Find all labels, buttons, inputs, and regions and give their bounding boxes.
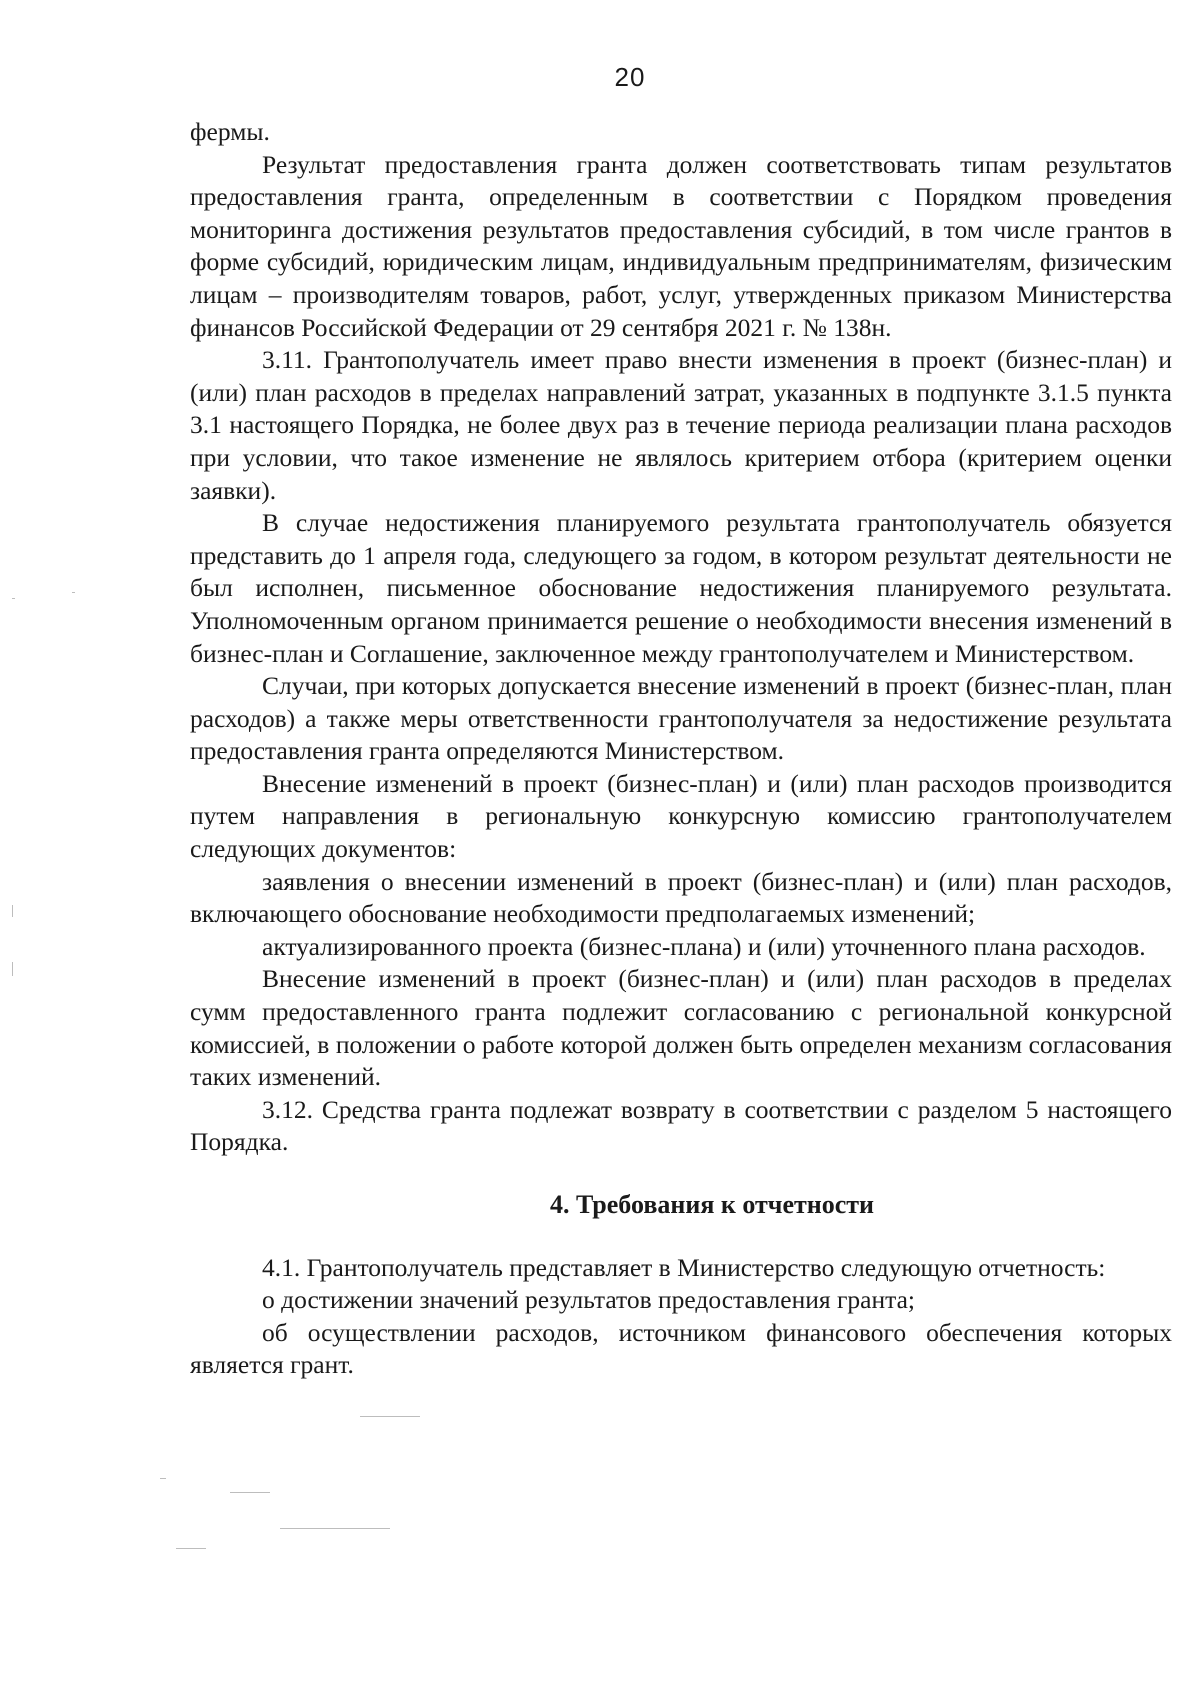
document-body xyxy=(190,116,1172,1382)
paragraph-document-updated-plan: актуализированного проекта (бизнес-плана) и (или) уточненного плана расходов. xyxy=(262,931,1146,961)
paragraph-change-cases: Случаи, при которых допускается внесение изменений в проект (бизнес-план, план расходов) а также меры ответственности грантополучателя за недостижение результата предоставления гранта определяются Министерством. xyxy=(190,671,1172,766)
paragraph-change-procedure: Внесение изменений в проект (бизнес-план) и (или) план расходов производится путем направления в региональную конкурсную комиссию грантополучателем следующих документов: xyxy=(190,768,1172,864)
paragraph-report-expenses: об осуществлении расходов, источником финансового обеспечения которых является грант. xyxy=(190,1317,1172,1380)
paragraph-document-application: заявления о внесении изменений в проект (бизнес-план) и (или) план расходов, включающего обоснование необходимости предполагаемых изменений; xyxy=(190,866,1172,929)
paragraph-continuation: фермы. xyxy=(190,117,270,146)
paragraph-report-results: о достижении значений результатов предоставления гранта; xyxy=(262,1285,916,1315)
section-heading: 4. Требования к отчетности xyxy=(549,1190,875,1219)
paragraph-grant-result: Результат предоставления гранта должен соответствовать типам результатов предоставления гранта, определенным в соответствии с Порядком проведения мониторинга достижения результатов предоставления субсидий, в том числе грантов в форме субсидий, юридическим лицам, индивидуальным предпринимателям, физическим лицам – производителям товаров, работ, услуг, утвержденных приказом Министерства финансов Российской Федерации от 29 сентября 2021 г. № 138н. xyxy=(190,149,1172,342)
paragraph-result-not-achieved: В случае недостижения планируемого результата грантополучатель обязуется представить до 1 апреля года, следующего за годом, в котором результат деятельности не был исполнен, письменное обоснование недостижения планируемого результата. Уполномоченным органом принимается решение о необходимости внесения изменений в бизнес-план и Соглашение, заключенное между грантополучателем и Министерством. xyxy=(190,508,1172,668)
paragraph-3-11: 3.11. Грантополучатель имеет право внести изменения в проект (бизнес-план) и (или) план расходов в пределах направлений затрат, указанных в подпункте 3.1.5 пункта 3.1 настоящего Порядка, не более двух раз в течение периода реализации плана расходов при условии, что такое изменение не являлось критерием отбора (критерием оценки заявки). xyxy=(190,345,1172,505)
paragraph-change-approval: Внесение изменений в проект (бизнес-план) и (или) план расходов в пределах сумм предоставленного гранта подлежит согласованию с региональной конкурсной комиссией, в положении о работе которой должен быть определен механизм согласования таких изменений. xyxy=(190,964,1172,1092)
paragraph-4-1: 4.1. Грантополучатель представляет в Министерство следующую отчетность: xyxy=(262,1252,1106,1282)
paragraph-3-12: 3.12. Средства гранта подлежат возврату в соответствии с разделом 5 настоящего Порядка. xyxy=(190,1094,1172,1157)
page-number: 20 xyxy=(614,62,646,92)
